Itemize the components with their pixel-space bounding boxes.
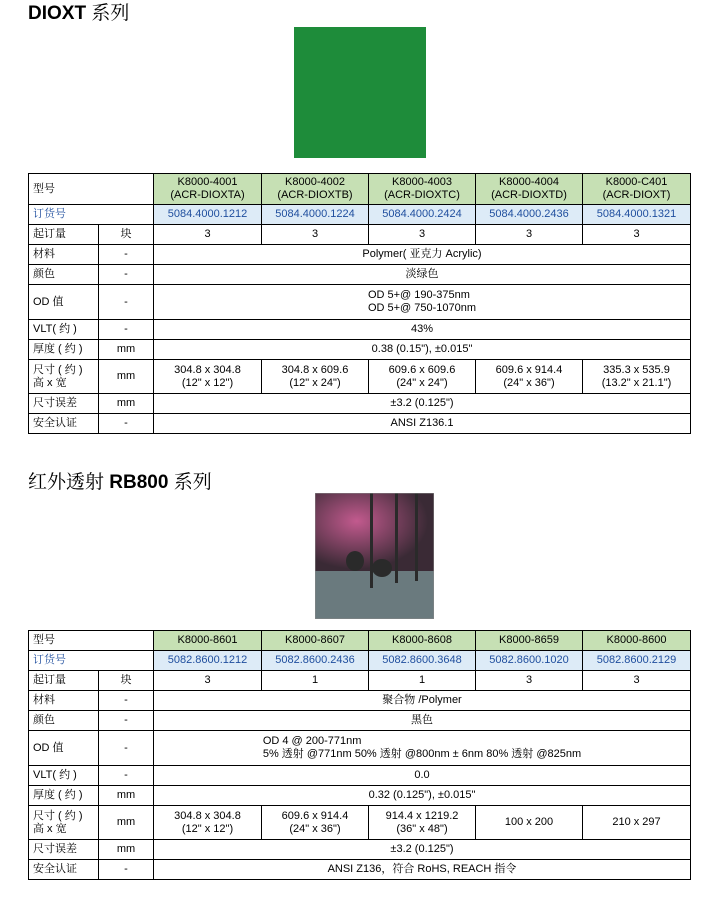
size-row-value [154,360,262,394]
safety-row-unit [99,860,154,880]
size-row-value [583,806,691,840]
model-text: K8000-8600 [606,634,667,646]
order-code-text: 5082.8600.1020 [489,654,569,666]
od-line: OD 4 @ 200-771nm [262,735,362,747]
model-text: K8000-4004 [499,176,559,188]
value-text: ANSI Z136，符合 RoHS, REACH 指令 [327,863,517,875]
size-row-label-text: 高 x 宽 [33,376,67,389]
order-label [29,651,154,671]
value-text: 0.0 [414,769,430,781]
value-text: 3 [204,228,211,240]
unit-text: mm [116,816,136,828]
value-text: 335.3 x 535.9 [603,363,670,376]
od-lines [368,289,476,315]
model-text: (ACR-DIOXTA) [170,189,245,201]
value-text: 210 x 297 [612,816,661,828]
value-text: 304.8 x 304.8 [174,363,241,376]
value-text: 3 [633,228,640,240]
model-text: K8000-4001 [177,176,238,188]
value-text: 3 [633,674,640,686]
size-row-unit [99,806,154,840]
material-row-label [29,691,99,711]
value-text: 914.4 x 1219.2 [385,809,459,822]
order-code-text: 5082.8600.3648 [382,654,462,666]
tolerance-row-value [154,840,691,860]
size-row-label [29,360,99,394]
moq-row-label [29,671,99,691]
vlt-row-label [29,320,99,340]
value-text: 3 [418,228,426,240]
model-row [29,631,691,651]
size-row [29,806,691,840]
size-row-value [476,360,583,394]
od-row-unit [99,285,154,320]
unit-text: - [124,295,128,308]
tolerance-row-unit [99,840,154,860]
unit-text: - [124,323,128,335]
moq-row [29,225,691,245]
model-label-text: 型号 [33,182,55,195]
dioxt-spec-table [28,173,691,434]
value-text: 3 [525,228,533,240]
vlt-row [29,320,691,340]
order-code-cell [262,651,369,671]
unit-text: mm [116,343,136,355]
vlt-row-value [154,320,691,340]
size-row-value [154,806,262,840]
value-text: ±3.2 (0.125") [390,843,454,855]
safety-row-label [29,860,99,880]
unit-text: - [124,694,128,706]
color-row-label [29,265,99,285]
od-row-label [29,731,99,766]
size-row [29,360,691,394]
vlt-row-value [154,766,691,786]
unit-text: - [124,417,128,429]
vlt-row-label-text: VLT( 约 ) [33,769,77,781]
safety-row-label [29,414,99,434]
order-code-cell [476,205,583,225]
vlt-row-label-text: VLT( 约 ) [33,323,77,335]
value-text: ±3.2 (0.125") [390,397,454,409]
order-code-cell [369,205,476,225]
model-text: (ACR-DIOXTB) [277,189,353,201]
model-text: K8000-4002 [285,176,345,188]
od-row-label-text: OD 值 [33,741,64,754]
safety-row-value [154,414,691,434]
color-row [29,265,691,285]
size-row-label-text: 尺寸 ( 约 ) [33,809,83,822]
value-text: 43% [410,323,434,335]
moq-row-value [154,671,262,691]
dioxt-color-swatch [294,27,426,158]
moq-row-label-text: 起订量 [33,674,66,686]
material-row-value [154,691,691,711]
tolerance-row [29,394,691,414]
unit-text: - [124,863,128,875]
unit-text: mm [116,843,136,855]
tolerance-row-value [154,394,691,414]
model-text: K8000-8601 [177,634,238,646]
model-text: K8000-C401 [605,176,668,188]
order-code-cell [369,651,476,671]
order-row [29,205,691,225]
order-code-text: 5082.8600.2129 [596,654,677,666]
order-code-cell [154,205,262,225]
order-code-text: 5084.4000.1224 [275,208,355,220]
size-row-label-text: 高 x 宽 [33,822,67,835]
thickness-row-unit [99,786,154,806]
moq-row-label [29,225,99,245]
model-label [29,174,154,205]
value-text: ANSI Z136.1 [390,417,454,429]
moq-row-unit [99,225,154,245]
model-text: (ACR-DIOXT) [602,189,671,201]
model-cell [262,631,369,651]
value-text: (24" x 36") [503,376,555,389]
material-row [29,691,691,711]
moq-row-value [369,671,476,691]
od-row-label-text: OD 值 [33,295,64,308]
material-row [29,245,691,265]
value-text: 1 [311,674,319,686]
size-row-unit [99,360,154,394]
color-row-label-text: 颜色 [33,714,55,726]
material-row-label-text: 材料 [33,694,55,706]
thickness-row-value [154,786,691,806]
order-code-text: 5084.4000.2424 [382,208,462,220]
safety-row [29,414,691,434]
rb800-product-photo [315,493,434,619]
model-text: (ACR-DIOXTC) [384,189,460,201]
value-text: 聚合物 /Polymer [382,694,462,706]
unit-text: - [124,769,128,781]
color-row [29,711,691,731]
value-text: 0.38 (0.15"), ±0.015" [371,343,473,355]
unit-text: mm [116,397,136,409]
od-line: 5% 透射 @771nm 50% 透射 @800nm ± 6nm 80% 透射 @825nm [262,748,582,760]
order-code-cell [262,205,369,225]
od-row [29,285,691,320]
tolerance-row [29,840,691,860]
size-row-label-text: 尺寸 ( 约 ) [33,363,83,376]
model-cell [262,174,369,205]
unit-text: mm [116,370,136,382]
value-text: 3 [525,674,533,686]
order-code-text: 5084.4000.1321 [596,208,677,220]
moq-row-value [583,225,691,245]
rb800-spec-table [28,630,691,880]
value-text: (12" x 12") [181,376,234,389]
tolerance-row-unit [99,394,154,414]
model-cell [369,174,476,205]
value-text: (36" x 48") [396,822,448,835]
model-row [29,174,691,205]
vlt-row-unit [99,766,154,786]
color-row-value [154,711,691,731]
safety-row-label-text: 安全认证 [33,863,77,875]
value-text: 100 x 200 [504,816,554,828]
tolerance-row-label [29,394,99,414]
od-row-value [154,285,691,320]
color-row-unit [99,711,154,731]
material-row-unit [99,245,154,265]
vlt-row [29,766,691,786]
od-line: OD 5+@ 190-375nm [367,289,470,301]
material-row-label [29,245,99,265]
value-text: (12" x 12") [181,822,234,835]
size-row-value [369,806,476,840]
thickness-row-label [29,786,99,806]
order-code-cell [583,205,691,225]
vlt-row-label [29,766,99,786]
size-row-value [583,360,691,394]
od-row-unit [99,731,154,766]
moq-row [29,671,691,691]
moq-row-value [476,671,583,691]
value-text: 1 [418,674,426,686]
size-row-value [369,360,476,394]
color-row-value [154,265,691,285]
thickness-row [29,340,691,360]
model-text: K8000-8608 [392,634,452,646]
order-code-text: 5084.4000.1212 [167,208,248,220]
model-text: K8000-4003 [392,176,452,188]
value-text: 609.6 x 914.4 [495,363,563,376]
order-code-text: 5082.8600.2436 [275,654,355,666]
color-row-label-text: 颜色 [33,268,55,280]
unit-text: 块 [120,674,132,686]
value-text: 3 [311,228,319,240]
value-text: 609.6 x 609.6 [388,363,456,376]
thickness-row-label-text: 厚度 ( 约 ) [33,789,83,801]
thickness-row-unit [99,340,154,360]
od-row [29,731,691,766]
size-row-value [476,806,583,840]
tolerance-row-label-text: 尺寸误差 [33,397,77,409]
moq-row-value [262,225,369,245]
size-row-value [262,806,369,840]
value-text: 3 [204,674,211,686]
safety-row-unit [99,414,154,434]
od-line: OD 5+@ 750-1070nm [367,302,477,314]
value-text: 609.6 x 914.4 [281,809,349,822]
unit-text: - [124,741,128,754]
size-row-label [29,806,99,840]
safety-row-label-text: 安全认证 [33,417,77,429]
thickness-row-value [154,340,691,360]
thickness-row [29,786,691,806]
unit-text: - [124,248,128,260]
thickness-row-label-text: 厚度 ( 约 ) [33,343,83,355]
unit-text: - [124,714,128,726]
vlt-row-unit [99,320,154,340]
model-cell [476,631,583,651]
model-label-text: 型号 [33,634,55,646]
section-title-dioxt: DIOXT 系列 [28,3,130,24]
model-cell [476,174,583,205]
order-code-cell [154,651,262,671]
moq-row-value [476,225,583,245]
order-label-text: 订货号 [33,208,66,220]
tolerance-row-label-text: 尺寸误差 [33,843,77,855]
unit-text: - [124,268,128,280]
tolerance-row-label [29,840,99,860]
model-label [29,631,154,651]
order-code-text: 5082.8600.1212 [167,654,248,666]
model-cell [154,631,262,651]
material-row-unit [99,691,154,711]
model-text: K8000-8659 [499,634,559,646]
order-code-cell [476,651,583,671]
order-code-text: 5084.4000.2436 [489,208,569,220]
material-row-label-text: 材料 [33,248,55,260]
value-text: 0.32 (0.125"), ±0.015" [368,789,476,801]
order-label-text: 订货号 [33,654,66,666]
value-text: Polymer( 亚克力 Acrylic) [362,248,482,260]
thickness-row-label [29,340,99,360]
value-text: 淡绿色 [405,268,439,280]
model-cell [583,174,691,205]
moq-row-value [262,671,369,691]
safety-row [29,860,691,880]
value-text: (24" x 24") [396,376,448,389]
moq-row-value [583,671,691,691]
model-text: K8000-8607 [285,634,345,646]
moq-row-value [154,225,262,245]
model-cell [583,631,691,651]
section-title-rb800: 红外透射 RB800 系列 [28,472,212,493]
od-row-value [154,731,691,766]
order-code-cell [583,651,691,671]
moq-row-value [369,225,476,245]
model-cell [154,174,262,205]
value-text: 黑色 [411,714,433,726]
od-lines [263,735,581,761]
color-row-unit [99,265,154,285]
safety-row-value [154,860,691,880]
size-row-value [262,360,369,394]
unit-text: mm [116,789,136,801]
model-text: (ACR-DIOXTD) [491,189,567,201]
order-row [29,651,691,671]
color-row-label [29,711,99,731]
value-text: (24" x 36") [289,822,341,835]
value-text: 304.8 x 304.8 [174,809,241,822]
od-row-label [29,285,99,320]
value-text: (13.2" x 21.1") [601,376,672,389]
model-cell [369,631,476,651]
order-label [29,205,154,225]
value-text: 304.8 x 609.6 [281,363,349,376]
material-row-value [154,245,691,265]
value-text: (12" x 24") [289,376,341,389]
moq-row-label-text: 起订量 [33,228,66,240]
unit-text: 块 [120,228,132,240]
moq-row-unit [99,671,154,691]
